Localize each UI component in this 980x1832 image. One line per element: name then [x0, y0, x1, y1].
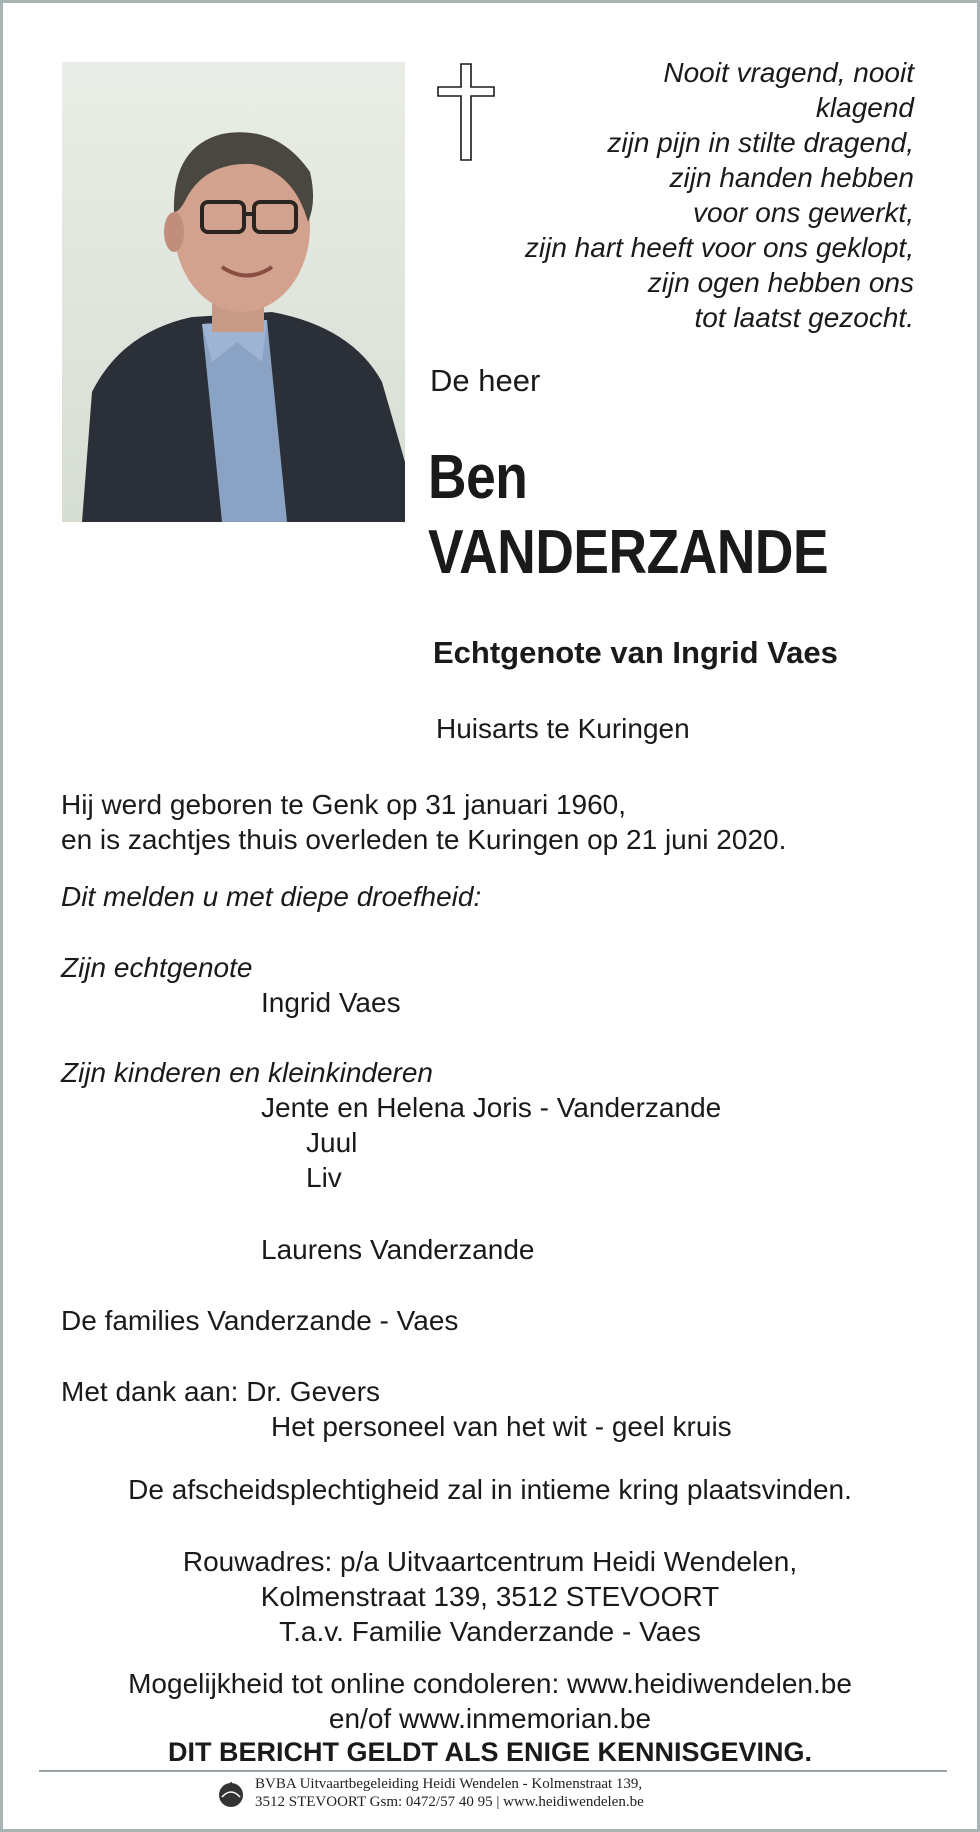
poem-line: zijn pijn in stilte dragend,: [607, 127, 914, 158]
families-line: De families Vanderzande - Vaes: [61, 1305, 459, 1336]
spouse-name: Ingrid Vaes: [261, 987, 401, 1018]
poem-line: klagend: [815, 92, 914, 123]
honorific: De heer: [430, 363, 541, 398]
child-name: Jente en Helena Joris - Vanderzande: [261, 1092, 722, 1123]
spouse-line: Echtgenote van Ingrid Vaes: [433, 635, 838, 670]
address-line: Kolmenstraat 139, 3512 STEVOORT: [260, 1581, 720, 1612]
funeral-home-logo: [216, 1779, 246, 1809]
footer-divider: [39, 1770, 947, 1772]
grandchild-name: Liv: [306, 1162, 342, 1193]
portrait-photo: [62, 62, 405, 522]
poem-line: zijn hart heeft voor ons geklopt,: [524, 232, 914, 263]
condolence-line: en/of www.inmemorian.be: [328, 1703, 652, 1734]
grandchild-name: Juul: [306, 1127, 358, 1158]
last-name: VANDERZANDE: [428, 518, 829, 587]
poem-line: tot laatst gezocht.: [694, 302, 914, 333]
occupation: Huisarts te Kuringen: [436, 713, 690, 744]
children-label: Zijn kinderen en kleinkinderen: [61, 1057, 433, 1088]
announcement-intro: Dit melden u met diepe droefheid:: [61, 881, 482, 912]
thanks-line: Met dank aan: Dr. Gevers: [61, 1376, 381, 1407]
poem-line: zijn ogen hebben ons: [647, 267, 914, 298]
poem: [444, 55, 914, 335]
notice-line: DIT BERICHT GELDT ALS ENIGE KENNISGEVING.: [167, 1737, 813, 1767]
poem-line: zijn handen hebben: [669, 162, 914, 193]
footer-text: [255, 1775, 644, 1811]
poem-line: voor ons gewerkt,: [693, 197, 914, 228]
address-line: T.a.v. Familie Vanderzande - Vaes: [279, 1616, 701, 1647]
poem-line: Nooit vragend, nooit: [663, 57, 914, 88]
child-name: Laurens Vanderzande: [261, 1234, 535, 1265]
first-name: Ben: [428, 443, 528, 512]
birth-line: Hij werd geboren te Genk op 31 januari 1960,: [61, 789, 627, 820]
death-line: en is zachtjes thuis overleden te Kuringen op 21 juni 2020.: [61, 824, 787, 855]
footer-line: 3512 STEVOORT Gsm: 0472/57 40 95 | www.heidiwendelen.be: [255, 1794, 644, 1810]
address-line: Rouwadres: p/a Uitvaartcentrum Heidi Wendelen,: [182, 1546, 798, 1577]
ceremony-line: De afscheidsplechtigheid zal in intieme kring plaatsvinden.: [128, 1474, 852, 1505]
spouse-label: Zijn echtgenote: [61, 952, 253, 983]
footer-line: BVBA Uitvaartbegeleiding Heidi Wendelen - Kolmenstraat 139,: [255, 1776, 643, 1792]
condolence-line: Mogelijkheid tot online condoleren: www.heidiwendelen.be: [128, 1668, 852, 1699]
portrait-illustration: [62, 62, 405, 522]
thanks-line: Het personeel van het wit - geel kruis: [271, 1411, 732, 1442]
